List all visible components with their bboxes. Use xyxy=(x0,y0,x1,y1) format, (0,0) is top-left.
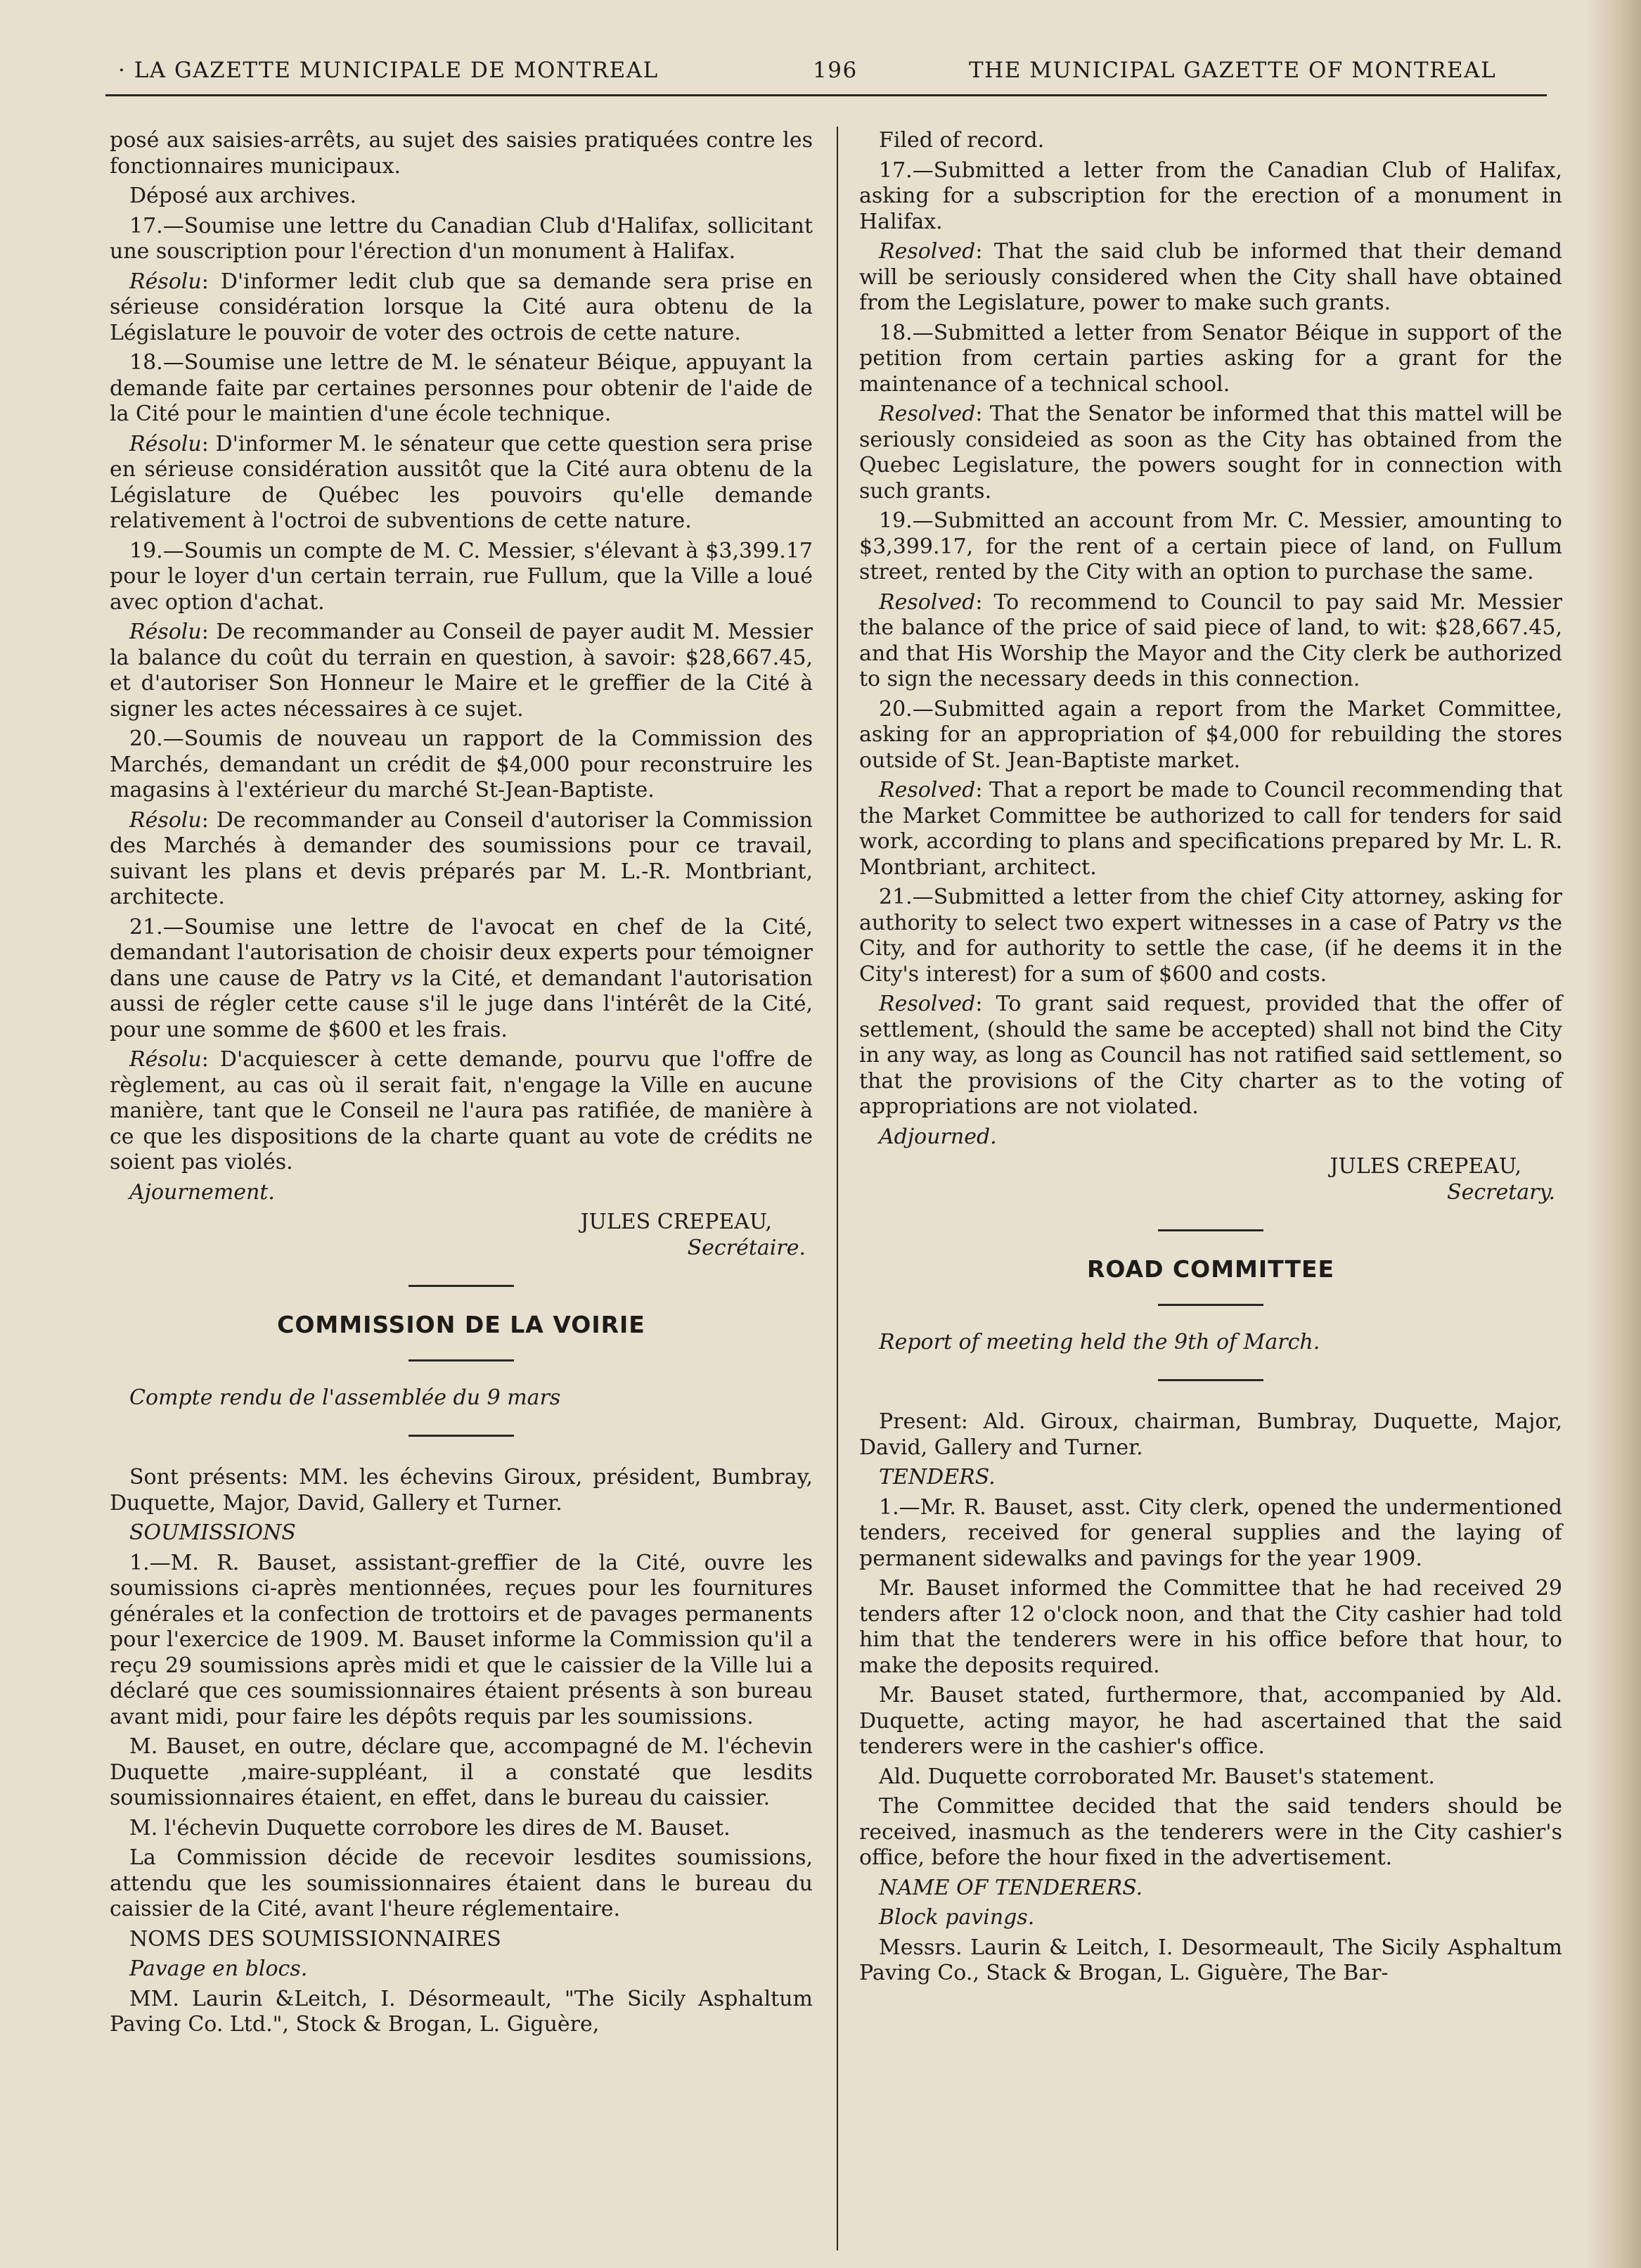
versus: vs xyxy=(1497,910,1520,935)
resolution-21 xyxy=(859,992,1562,1120)
running-header xyxy=(118,58,1552,100)
resolution-label: Resolved xyxy=(879,778,976,802)
resolution-label: Resolved xyxy=(879,239,976,264)
page-number: 196 xyxy=(813,58,858,83)
resolution-17 xyxy=(110,269,813,347)
attendance: Sont présents: MM. les échevins Giroux, président, Bumbray, Duquette, Major, David, Gallery et Turner. xyxy=(110,1465,813,1516)
header-french-title: · LA GAZETTE MUNICIPALE DE MONTREAL xyxy=(118,58,659,83)
resolution-18 xyxy=(110,432,813,534)
item-text: la Cité, et demandant l'autorisation aussi de régler cette cause s'il le juge dans l'intérêt de la Cité, pour une somme de $600 et les frais. xyxy=(110,966,813,1042)
adjournment: Ajournement. xyxy=(129,1179,275,1205)
resolution-text: : To recommend to Council to pay said Mr. Messier the balance of the price of said piece of land, to wit: $28,667.45, and that His Worship the Mayor and the City clerk be authorized to sign the necessary deeds in this connection. xyxy=(859,589,1562,691)
resolution-text: : De recommander au Conseil de payer audit M. Messier la balance du coût du terrain en question, à savoir: $28,667.45, et d'autoriser Son Honneur le Maire et le greffier de la Cité à signer les actes nécessaires à ce sujet. xyxy=(110,620,813,722)
resolution-label: Résolu xyxy=(129,431,202,456)
adjournment: Adjourned. xyxy=(879,1124,997,1149)
resolution-text: : That a report be made to Council recommending that the Market Committee be authorized to call for tenders for said work, according to plans and specifications prepared by Mr. L. R. Montbriant, architect. xyxy=(859,778,1562,880)
item-text: the City, and for authority to settle the case, (if he deems it in the City's interest) for a sum of $600 and costs. xyxy=(859,910,1562,987)
separator-rule xyxy=(408,1359,514,1362)
signature xyxy=(110,1210,813,1261)
item-text: 21.—Submitted a letter from the chief City attorney, asking for authority to select two expert witnesses in a case of Patry xyxy=(859,885,1562,935)
item-21 xyxy=(859,885,1562,987)
subsection-heading: TENDERS. xyxy=(879,1465,996,1489)
resolution-20 xyxy=(859,778,1562,880)
item-20: 20.—Submitted again a report from the Market Committee, asking for an appropriation of $4,000 for rebuilding the stores outside of St. Jean-Baptiste market. xyxy=(859,696,1562,773)
subsection-heading: Pavage en blocs. xyxy=(129,1956,308,1981)
resolution-17 xyxy=(859,239,1562,316)
resolution-label: Résolu xyxy=(129,269,202,294)
signature-name: JULES CREPEAU, xyxy=(1330,1154,1521,1179)
resolution-19 xyxy=(110,620,813,722)
item-17: 17.—Soumise une lettre du Canadian Club d'Halifax, sollicitant une souscription pour l'érection d'un monument à Halifax. xyxy=(110,213,813,264)
resolution-label: Résolu xyxy=(129,807,202,833)
paragraph: M. Bauset, en outre, déclare que, accompagné de M. l'échevin Duquette ,maire-suppléant, il a constaté que lesdits soumissionnaires étaient, en effet, dans le bureau du caissier. xyxy=(110,1734,813,1810)
resolution-20 xyxy=(110,808,813,911)
paragraph: La Commission décide de recevoir lesdites soumissions, attendu que les soumissionnaires étaient dans le bureau du caissier de la Cité, avant l'heure réglementaire. xyxy=(110,1845,813,1921)
item-19: 19.—Submitted an account from Mr. C. Messier, amounting to $3,399.17, for the rent of a certain piece of land, on Fullum street, rented by the City with an option to purchase the same. xyxy=(859,508,1562,584)
subsection-heading: NOMS DES SOUMISSIONNAIRES xyxy=(129,1926,501,1952)
separator-rule xyxy=(408,1435,514,1437)
resolution-text: : D'informer M. le sénateur que cette question sera prise en sérieuse considération aussitôt que la Cité aura obtenu de la Législature de Québec les pouvoirs qu'elle demande relativement à l'octroi de subventions de cette nature. xyxy=(110,431,813,533)
signature xyxy=(859,1154,1562,1205)
paragraph: MM. Laurin &Leitch, I. Désormeault, "The Sicily Asphaltum Paving Co. Ltd.", Stock & Brogan, L. Giguère, xyxy=(110,1986,813,2037)
french-column xyxy=(110,128,813,2042)
header-rule xyxy=(105,94,1547,96)
paragraph: Mr. Bauset stated, furthermore, that, accompanied by Ald. Duquette, acting mayor, he had ascertained that the said tenderers were in the cashier's office. xyxy=(859,1683,1562,1759)
paragraph: M. l'échevin Duquette corrobore les dires de M. Bauset. xyxy=(129,1815,731,1840)
resolution-text: : De recommander au Conseil d'autoriser la Commission des Marchés à demander des soumissions pour ce travail, suivant les plans et devis préparés par M. L.-R. Montbriant, architecte. xyxy=(110,807,813,909)
subsection-heading: SOUMISSIONS xyxy=(129,1520,296,1545)
section-title: COMMISSION DE LA VOIRIE xyxy=(277,1311,645,1338)
resolution-21 xyxy=(110,1047,813,1176)
resolution-label: Résolu xyxy=(129,1047,202,1072)
attendance: Present: Ald. Giroux, chairman, Bumbray, Duquette, Major, David, Gallery and Turner. xyxy=(859,1409,1562,1460)
signature-title: Secretary. xyxy=(1447,1179,1555,1205)
resolution-text: : To grant said request, provided that the offer of settlement, (should the same be accepted) shall not bind the City in any way, as long as Council has not ratified said settlement, so that the provisions of the City charter as to the voting of appropriations are not violated. xyxy=(859,992,1562,1119)
signature-title: Secrétaire. xyxy=(687,1235,806,1260)
resolution-label: Résolu xyxy=(129,620,202,644)
resolution-label: Resolved xyxy=(879,589,976,615)
column-divider xyxy=(837,127,838,2250)
separator-rule xyxy=(408,1285,514,1287)
paragraph: Messrs. Laurin & Leitch, I. Desormeault, The Sicily Asphaltum Paving Co., Stack & Brogan, L. Giguère, The Bar- xyxy=(859,1935,1562,1985)
english-column xyxy=(859,128,1562,1991)
paragraph: Mr. Bauset informed the Committee that he had received 29 tenders after 12 o'clock noon, and that the City cashier had told him that the tenderers were in his office before that hour, to make the deposits required. xyxy=(859,1576,1562,1678)
resolution-text: : That the Senator be informed that this mattel will be seriously consideied as soon as the City has obtained from the Quebec Legislature, the powers sought for in connection with such grants. xyxy=(859,402,1562,504)
header-english-title: THE MUNICIPAL GAZETTE OF MONTREAL xyxy=(969,58,1497,83)
subsection-heading: NAME OF TENDERERS. xyxy=(879,1875,1143,1900)
paragraph: Ald. Duquette corroborated Mr. Bauset's statement. xyxy=(879,1764,1435,1789)
paragraph: 1.—Mr. R. Bauset, asst. City clerk, opened the undermentioned tenders, received for general supplies and the laying of permanent sidewalks and pavings for the year 1909. xyxy=(859,1494,1562,1571)
item-18: 18.—Submitted a letter from Senator Béique in support of the petition from certain parties asking for a grant for the maintenance of a technical school. xyxy=(859,320,1562,397)
item-21 xyxy=(110,915,813,1044)
resolution-label: Resolved xyxy=(879,992,976,1016)
resolution-text: : D'informer ledit club que sa demande sera prise en sérieuse considération lorsque la Cité aura obtenu de la Législature le pouvoir de voter des octrois de cette nature. xyxy=(110,269,813,345)
resolution-label: Resolved xyxy=(879,402,976,426)
item-17: 17.—Submitted a letter from the Canadian Club of Halifax, asking for a subscription for the erection of a monument in Halifax. xyxy=(859,158,1562,234)
resolution-text: : That the said club be informed that their demand will be seriously considered when the City shall have obtained from the Legislature, power to make such grants. xyxy=(859,239,1562,315)
paragraph: Déposé aux archives. xyxy=(129,184,356,208)
item-20: 20.—Soumis de nouveau un rapport de la Commission des Marchés, demandant un crédit de $4,000 pour reconstruire les magasins à l'extérieur du marché St-Jean-Baptiste. xyxy=(110,726,813,802)
subsection-heading: Block pavings. xyxy=(879,1905,1035,1930)
item-18: 18.—Soumise une lettre de M. le sénateur Béique, appuyant la demande faite par certaines personnes pour obtenir de l'aide de la Cité pour le maintien d'une école technique. xyxy=(110,350,813,426)
separator-rule xyxy=(1158,1304,1263,1306)
item-19: 19.—Soumis un compte de M. C. Messier, s'élevant à $3,399.17 pour le loyer d'un certain terrain, rue Fullum, que la Ville a loué avec option d'achat. xyxy=(110,538,813,615)
paragraph: posé aux saisies-arrêts, au sujet des saisies pratiquées contre les fonctionnaires municipaux. xyxy=(110,128,813,179)
paragraph: 1.—M. R. Bauset, assistant-greffier de la Cité, ouvre les soumissions ci-après mentionnées, reçues pour les fournitures générales et la confection de trottoirs et de pavages permanents pour l'exercice de 1909. M. Bauset informe la Commission qu'il a reçu 29 soumissions après midi et que le caissier de la Ville lui a déclaré que ces soumissionnaires étaient présents à son bureau avant midi, pour faire les dépôts requis par les soumissions. xyxy=(110,1550,813,1729)
paragraph: The Committee decided that the said tenders should be received, inasmuch as the tenderers were in the City cashier's office, before the hour fixed in the advertisement. xyxy=(859,1794,1562,1870)
section-subtitle: Report of meeting held the 9th of March. xyxy=(879,1329,1320,1354)
resolution-text: : D'acquiescer à cette demande, pourvu que l'offre de règlement, au cas où il serait fait, n'engage la Ville en aucune manière, tant que le Conseil ne l'aura pas ratifiée, de manière à ce que les dispositions de la charte quant au vote de crédits ne soient pas violés. xyxy=(110,1047,813,1174)
separator-rule xyxy=(1158,1229,1263,1231)
paragraph: Filed of record. xyxy=(879,128,1045,153)
resolution-19 xyxy=(859,590,1562,693)
section-subtitle: Compte rendu de l'assemblée du 9 mars xyxy=(129,1385,561,1410)
separator-rule xyxy=(1158,1379,1263,1381)
page-edge-shadow xyxy=(1585,0,1641,2268)
resolution-18 xyxy=(859,402,1562,504)
item-text: 21.—Soumise une lettre de l'avocat en chef de la Cité, demandant l'autorisation de choisir deux experts pour témoigner dans une cause de Patry xyxy=(110,914,813,991)
versus: vs xyxy=(390,966,413,991)
section-title: ROAD COMMITTEE xyxy=(1086,1255,1335,1283)
signature-name: JULES CREPEAU, xyxy=(580,1210,772,1234)
